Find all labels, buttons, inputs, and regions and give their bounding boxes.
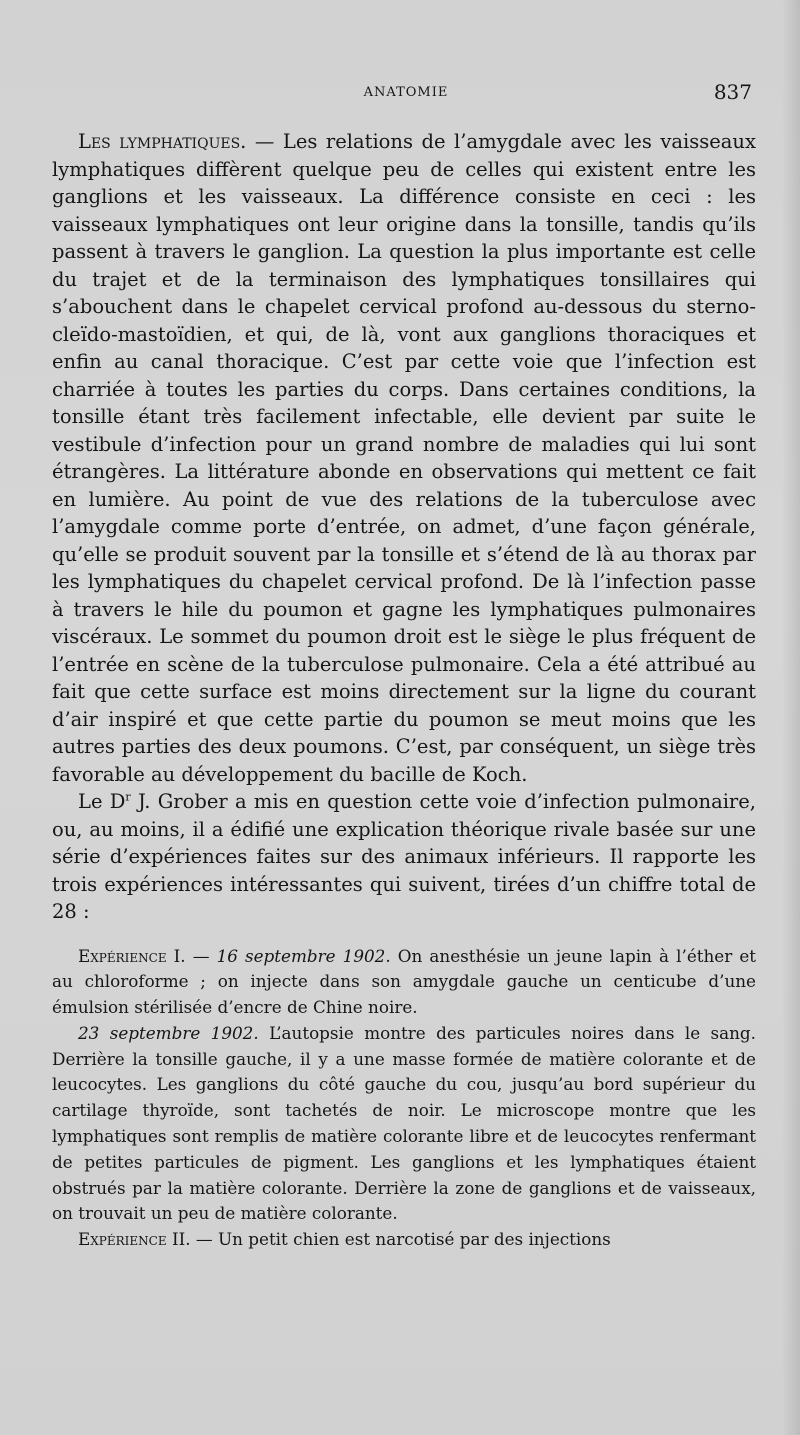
paragraph-experience-1 bbox=[52, 944, 756, 1021]
experiment-date: 23 septembre 1902. bbox=[78, 1022, 259, 1043]
experiment-lead: Expérience I. bbox=[78, 945, 186, 966]
experiment-date: 16 septembre 1902. bbox=[216, 945, 391, 966]
experiment-lead: Expérience II. bbox=[78, 1229, 191, 1250]
paragraph-lymphatiques bbox=[52, 128, 756, 788]
paragraph-text: L’autopsie montre des particules noires dans le sang. Derrière la tonsille gauche, il y a une masse formée de matière colorante et de leucocytes. Les ganglions du côté gauche du cou, jusqu’au bord supérieur du cartilage thyroïde, sont tachetés de noir. Le microscope montre que les lymphatiques sont remplis de matière colorante libre et de leucocytes renfermant de petites particules de pigment. Les ganglions et les lymphatiques étaient obstrués par la matière colorante. Derrière la zone de ganglions et de vaisseaux, on trouvait un peu de matière colorante. bbox=[52, 1022, 756, 1224]
paragraph-text: — Les relations de l’amygdale avec les vaisseaux lymphatiques diffèrent quelque peu de celles qui existent entre les ganglions et les vaisseaux. La différence consiste en ceci : les vaisseaux lymphatiques ont leur origine dans la tonsille, tandis qu’ils passent à travers le ganglion. La question la plus importante est celle du trajet et de la terminaison des lymphatiques tonsillaires qui s’abouchent dans le chapelet cervical profond au-dessous du sterno-cleïdo-mastoïdien, et qui, de là, vont aux ganglions thoraciques et enfin au canal thoracique. C’est par cette voie que l’infection est charriée à toutes les parties du corps. Dans certaines conditions, la tonsille étant très facilement infectable, elle devient par suite le vestibule d’infection pour un grand nombre de maladies qui lui sont étrangères. La littérature abonde en observations qui mettent ce fait en lumière. Au point de vue des relations de la tuberculose avec l’amygdale comme porte d’entrée, on admet, d’une façon générale, qu’elle se produit souvent par la tonsille et s’étend de là au thorax par les lymphatiques du chapelet cervical profond. De là l’infection passe à travers le hile du poumon et gagne les lymphatiques pulmonaires viscéraux. Le sommet du poumon droit est le siège le plus fréquent de l’entrée en scène de la tuberculose pulmonaire. Cela a été attribué au fait que cette surface est moins directement sur la ligne du courant d’air inspiré et que cette partie du poumon se meut moins que les autres parties des deux poumons. C’est, par conséquent, un siège très favorable au développement du bacille de Koch. bbox=[52, 130, 756, 786]
paragraph-experience-2 bbox=[52, 1227, 756, 1253]
doctor-superscript: r bbox=[125, 790, 131, 804]
running-title: ANATOMIE bbox=[363, 85, 449, 100]
section-gap bbox=[52, 926, 756, 944]
experiment-dash: — bbox=[185, 945, 217, 966]
paragraph-text: — Un petit chien est narcotisé par des injections bbox=[190, 1229, 611, 1250]
paragraph-grober bbox=[52, 788, 756, 926]
paragraph-text: On anesthésie un jeune lapin à l’éther et au chloroforme ; on injecte dans son amygdale gauche un centicube d’une émulsion stérilisée d’encre de Chine noire. bbox=[52, 945, 757, 1018]
running-header bbox=[60, 80, 752, 104]
paragraph-text: J. Grober a mis en question cette voie d’infection pulmonaire, ou, au moins, il a édifié une explication théorique rivale basée sur une série d’expériences faites sur des animaux inférieurs. Il rapporte les trois expériences intéressantes qui suivent, tirées d’un chiffre total de 28 : bbox=[52, 790, 756, 923]
doctor-prefix: Le D bbox=[78, 790, 126, 813]
page-edge-shadow bbox=[782, 0, 800, 1435]
page-number: 837 bbox=[713, 80, 752, 104]
paragraph-experience-1-autopsy bbox=[52, 1021, 756, 1227]
section-lead: Les lymphatiques. bbox=[78, 130, 247, 153]
body-text bbox=[52, 128, 756, 1253]
